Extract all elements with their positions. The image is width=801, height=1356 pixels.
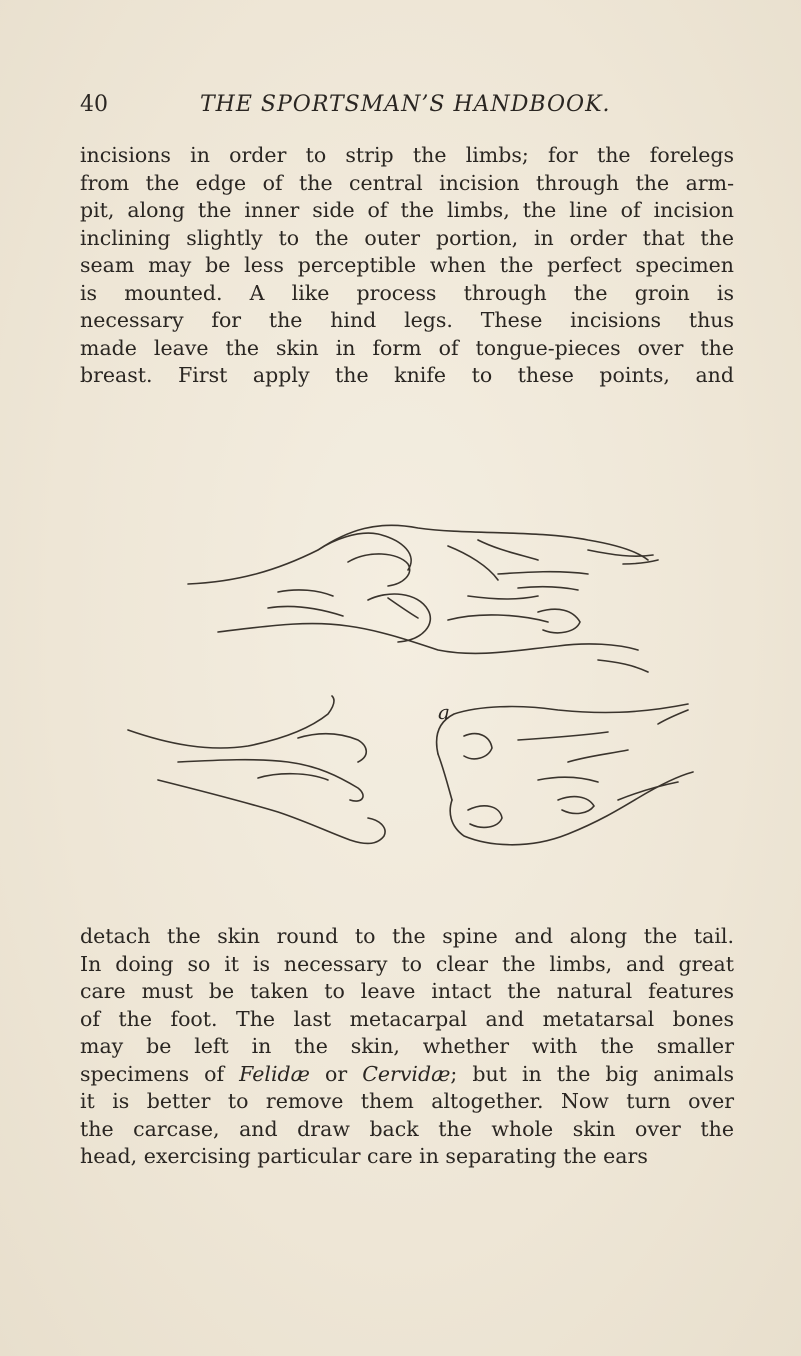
figure-label: a xyxy=(438,700,450,724)
text-line: seam may be less perceptible when the perfect specimen xyxy=(80,253,734,277)
text-fragment: or xyxy=(309,1061,363,1086)
text-line: detach the skin round to the spine and along the tail. xyxy=(80,924,734,948)
text-line: is mounted. A like process through the groin is xyxy=(80,280,734,305)
text-line: inclining slightly to the outer portion, in order that the xyxy=(80,225,734,250)
text-line: breast. First apply the knife to these points, and xyxy=(80,363,734,387)
text-line: may be left in the skin, whether with the smaller xyxy=(80,1034,734,1058)
running-title: THE SPORTSMAN’S HANDBOOK. xyxy=(200,92,611,117)
text-line: pit, along the inner side of the limbs, the line of incision xyxy=(80,198,734,222)
illustration-drawing xyxy=(118,500,708,880)
page-number: 40 xyxy=(80,92,108,117)
text-line: the carcase, and draw back the whole skin over the xyxy=(80,1116,734,1141)
text-line: In doing so it is necessary to clear the limbs, and great xyxy=(80,951,734,976)
text-line: care must be taken to leave intact the natural features xyxy=(80,979,734,1003)
text-line: from the edge of the central incision through the arm- xyxy=(80,170,734,195)
taxon-cervidae: Cervidæ xyxy=(362,1061,451,1086)
text-line: necessary for the hind legs. These incisions thus xyxy=(80,308,734,332)
skinning-illustration xyxy=(118,500,708,880)
text-line: incisions in order to strip the limbs; for the forelegs xyxy=(80,143,734,167)
paragraph-top xyxy=(80,142,734,390)
paragraph-bottom xyxy=(80,923,734,1171)
text-fragment: specimens of xyxy=(80,1061,240,1086)
text-line: head, exercising particular care in separating the ears xyxy=(80,1144,648,1168)
text-line-with-taxa xyxy=(80,1061,734,1089)
taxon-felidae: Felidæ xyxy=(239,1061,310,1086)
text-fragment: ; but in the big animals xyxy=(450,1061,734,1086)
running-head xyxy=(80,92,740,122)
text-line: made leave the skin in form of tongue-pieces over the xyxy=(80,335,734,360)
text-line: of the foot. The last metacarpal and metatarsal bones xyxy=(80,1006,734,1031)
text-line: it is better to remove them altogether. Now turn over xyxy=(80,1089,734,1113)
